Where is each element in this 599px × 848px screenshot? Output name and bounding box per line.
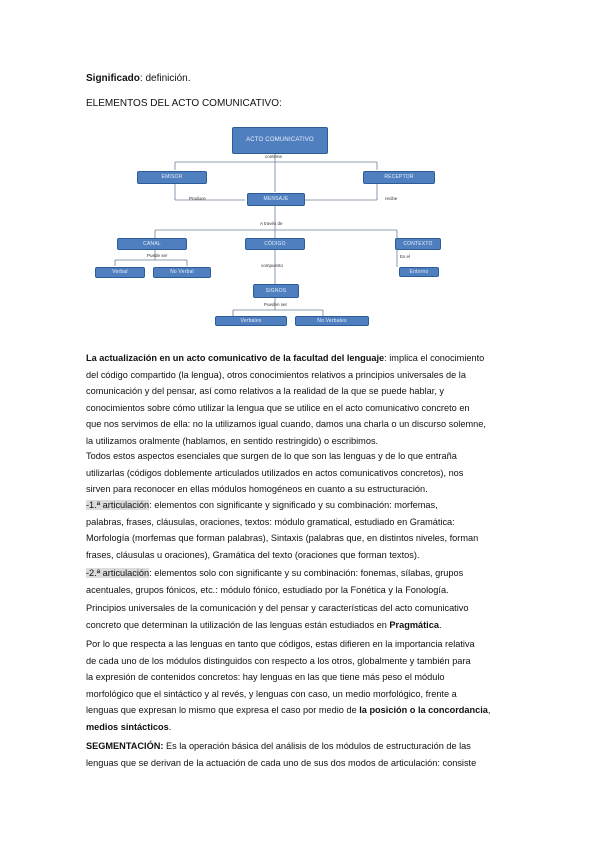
recibe-label: recibe [385, 196, 398, 201]
text-line: acentuales, grupos fónicos, etc.: módulo fónico, estudiado por la Fonética y la Fonología. [86, 584, 449, 595]
entorno-box: Entorno [399, 267, 439, 277]
text-line: utilizarlas (códigos doblemente articulados utilizados en actos comunicativos concretos), nos [86, 467, 464, 478]
significado-label: Significado [86, 73, 140, 84]
puede-ser-label: Puede ser [147, 253, 168, 258]
compuesto-label: compuesto [261, 263, 284, 268]
text-line: : elementos solo con significante y su combinación: fonemas, sílabas, grupos [149, 568, 464, 578]
produce-label: Produce [189, 196, 206, 201]
segunda-articulacion-highlight: -2.ª articulación [86, 568, 150, 578]
text-line: . [168, 721, 172, 732]
paragraph-segunda-articulacion [86, 565, 515, 598]
text-line: frases, cláusulas u oraciones), Gramática del texto (oraciones que forman textos). [86, 549, 420, 560]
contiene-label: contiene [265, 154, 283, 159]
text-line: la utilizamos oralmente (hablamos, en sentido restringido) o escribimos. [86, 435, 379, 446]
text-line: : elementos con significante y significado y su combinación: morfemas, [149, 500, 438, 510]
posicion-concordancia-bold: la posición o la concordancia [359, 705, 488, 716]
verbal-box: Verbal [95, 267, 145, 278]
paragraph-principios [86, 600, 515, 633]
text-line: lenguas que expresan lo mismo que expresa el caso por medio de [86, 705, 360, 716]
a-traves-de-label: A través de [260, 221, 283, 226]
no-verbal-box: No Verbal [153, 267, 211, 278]
text-line: palabras, frases, cláusulas, oraciones, textos: módulo gramatical, estudiado en Gramática: [86, 516, 455, 527]
text-line: . [438, 619, 442, 630]
text-line: conocimientos sobre cómo utilizar la lengua que se utilice en el acto comunicativo concreto en [86, 402, 470, 413]
text-line: sirven para reconocer en ellas módulos homogéneos en cuanto a su estructuración. [86, 484, 428, 495]
elements-title: ELEMENTOS DEL ACTO COMUNICATIVO: [86, 98, 282, 109]
codigo-box: CÓDIGO [245, 238, 305, 250]
text-line: , [487, 705, 491, 716]
paragraph-codigos [86, 636, 515, 736]
canal-box: CANAL [117, 238, 187, 250]
text-line: Principios universales de la comunicación y del pensar y características del acto comunicativo [86, 603, 469, 613]
es-el-label: Es el [400, 254, 411, 259]
significado-line [86, 73, 191, 85]
text-line: Morfología (morfemas que forman palabras), Sintaxis (palabras que, en distintos niveles, forman [86, 533, 479, 544]
acto-comunicativo-box: ACTO COMUNICATIVO [232, 127, 328, 154]
pragmatica-bold: Pragmática [389, 619, 439, 630]
text-line: : implica el conocimiento [384, 353, 485, 363]
verbales-box: Verbales [215, 316, 287, 326]
paragraph-actualizacion [86, 350, 515, 450]
text-line: comunicación y del pensar, así como relativos a la realidad de la que se puede hablar, y [86, 386, 445, 397]
actualizacion-bold: La actualización en un acto comunicativo de la facultad del lenguaje [86, 353, 385, 363]
contexto-box: CONTEXTO [395, 238, 441, 250]
text-line: lenguas que se derivan de la actuación de cada uno de sus dos modos de articulación: consiste [86, 757, 477, 768]
no-verbales-box: No Verbales [295, 316, 369, 326]
signos-box: SIGNOS [253, 284, 299, 298]
paragraph-aspectos [86, 448, 515, 498]
text-line: del código compartido (la lengua), otros conocimientos relativos a principios universales de la [86, 369, 466, 380]
text-line: concreto que determinan la utilización de las lenguas están estudiados en [86, 619, 390, 630]
medios-sintacticos-bold: medios sintácticos [86, 721, 169, 732]
emisor-box: EMISOR [137, 171, 207, 184]
text-line: Todos estos aspectos esenciales que surgen de lo que son las lenguas y de lo que entraña [86, 451, 457, 461]
text-line: que nos servimos de ella: no la utilizamos igual cuando, damos una charla o un discurso solemne, [86, 419, 486, 430]
significado-rest: : definición. [139, 73, 191, 84]
text-line: la expresión de contenidos concretos: hay lenguas en las que tiene más peso el módulo [86, 672, 445, 683]
mensaje-box: MENSAJE [247, 193, 305, 206]
paragraph-segmentacion [86, 738, 515, 771]
text-line: Es la operación básica del análisis de los módulos de estructuración de las [163, 741, 471, 751]
text-line: morfológico que el sintáctico y al revés, y lenguas con caso, un medio morfológico, frente a [86, 688, 457, 699]
text-line: de cada uno de los módulos distinguidos con respecto a los otros, globalmente y también para [86, 655, 471, 666]
pueden-ser-label: Pueden ser [264, 302, 288, 307]
segmentacion-bold: SEGMENTACIÓN: [86, 741, 164, 751]
concept-map-diagram [95, 120, 455, 330]
paragraph-primera-articulacion [86, 497, 515, 563]
text-line: Por lo que respecta a las lenguas en tanto que códigos, estas difieren en la importancia relativa [86, 639, 475, 649]
receptor-box: RECEPTOR [363, 171, 435, 184]
primera-articulacion-highlight: -1.ª articulación [86, 500, 150, 510]
